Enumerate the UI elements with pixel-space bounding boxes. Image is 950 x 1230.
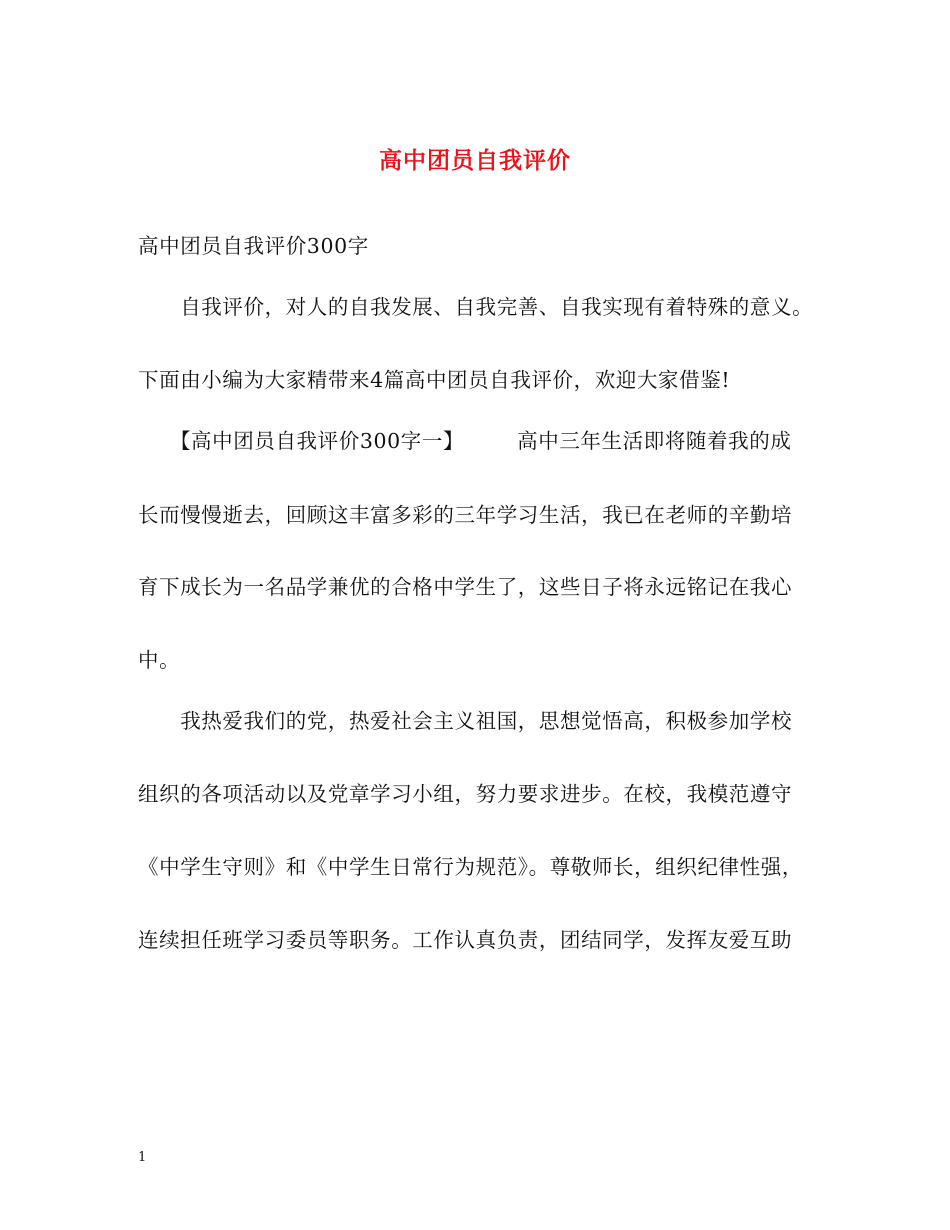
text-line: 连续担任班学习委员等职务。工作认真负责，团结同学，发挥友爱互助 [138,928,793,952]
text-line: 自我评价，对人的自我发展、自我完善、自我实现有着特殊的意义。 [138,295,814,319]
text-line: 我热爱我们的党，热爱社会主义祖国，思想觉悟高，积极参加学校 [138,709,793,733]
text-line: 【高中团员自我评价300字一】 高中三年生活即将随着我的成 [138,429,792,453]
text-line-heading: 高中团员自我评价300字 [138,234,369,258]
document-title: 高中团员自我评价 [379,147,571,174]
text-line: 组织的各项活动以及党章学习小组，努力要求进步。在校，我模范遵守 [138,782,793,806]
text-line: 长而慢慢逝去，回顾这丰富多彩的三年学习生活，我已在老师的辛勤培 [138,503,793,527]
text-line: 育下成长为一名品学兼优的合格中学生了，这些日子将永远铭记在我心 [138,575,793,599]
text-line: 《中学生守则》和《中学生日常行为规范》。尊敬师长，组织纪律性强， [138,855,803,879]
page-number: 1 [138,1150,147,1165]
text-line: 中。 [138,648,181,672]
text-line: 下面由小编为大家精带来4篇高中团员自我评价，欢迎大家借鉴! [138,368,731,392]
